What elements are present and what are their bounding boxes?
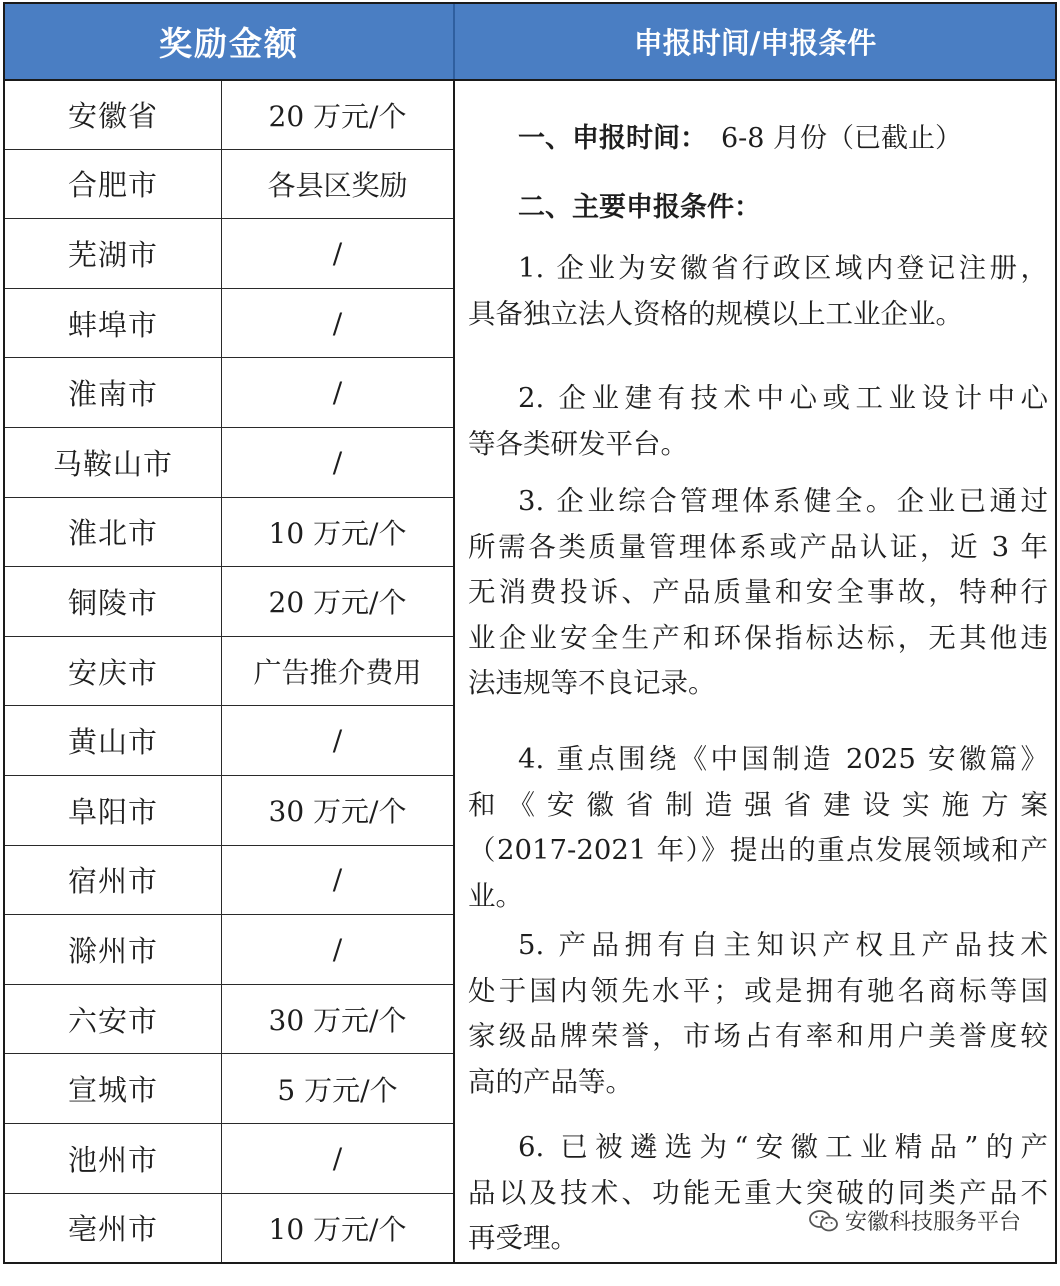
table-row	[5, 636, 453, 706]
table-row	[5, 984, 453, 1054]
reward-amount: 5 万元/个	[277, 1073, 398, 1107]
condition-4-line: （2017-2021 年）》提出的重点发展领域和产	[468, 834, 1048, 866]
city-name: 安庆市	[5, 637, 222, 706]
reward-amount: 10 万元/个	[268, 1212, 407, 1246]
condition-2-line: 等各类研发平台。	[468, 427, 688, 460]
table-row	[5, 1053, 453, 1123]
reward-table	[3, 2, 1057, 1264]
reward-amount: /	[332, 724, 343, 758]
table-row	[5, 149, 453, 219]
reward-amount: /	[332, 445, 343, 479]
table-row	[5, 1193, 453, 1263]
condition-2-line: 2. 企业建有技术中心或工业设计中心	[518, 382, 1048, 414]
reward-amount: 广告推介费用	[253, 656, 422, 690]
city-name: 淮北市	[5, 498, 222, 567]
table-row	[5, 288, 453, 358]
condition-3-line: 无消费投诉、产品质量和安全事故，特种行	[468, 576, 1048, 608]
condition-5-line: 5. 产品拥有自主知识产权且产品技术	[518, 929, 1048, 961]
condition-3-line: 所需各类质量管理体系或产品认证，近 3 年	[468, 530, 1048, 563]
reward-amount: /	[332, 863, 343, 897]
header-application-info: 申报时间/申报条件	[455, 4, 1055, 79]
condition-1-line: 具备独立法人资格的规模以上工业企业。	[468, 297, 963, 330]
city-name: 芜湖市	[5, 219, 222, 288]
watermark	[809, 1205, 1021, 1236]
reward-amount: /	[332, 306, 343, 340]
city-name: 滁州市	[5, 915, 222, 984]
city-name: 亳州市	[5, 1194, 222, 1263]
table-row	[5, 357, 453, 427]
city-name: 合肥市	[5, 150, 222, 219]
wechat-icon	[809, 1209, 839, 1233]
table-row	[5, 566, 453, 636]
condition-6-line: 6. 已被遴选为“安徽工业精品”的产	[518, 1131, 1048, 1163]
condition-3-line: 业企业安全生产和环保指标达标，无其他违	[468, 621, 1048, 654]
reward-amount: /	[332, 932, 343, 966]
reward-amount: 20 万元/个	[268, 586, 407, 620]
reward-amount: 各县区奖励	[267, 168, 408, 202]
city-name: 铜陵市	[5, 567, 222, 636]
city-name: 淮南市	[5, 358, 222, 427]
city-name: 蚌埠市	[5, 289, 222, 358]
condition-6-line: 再受理。	[468, 1222, 578, 1254]
condition-6-line: 品以及技术、功能无重大突破的同类产品不	[468, 1176, 1048, 1209]
city-name: 宿州市	[5, 846, 222, 915]
table-row	[5, 497, 453, 567]
condition-4-line: 和《安徽省制造强省建设实施方案	[468, 788, 1048, 821]
city-name: 安徽省	[5, 81, 222, 149]
conditions-heading: 二、主要申报条件：	[518, 192, 761, 223]
city-name: 池州市	[5, 1124, 222, 1193]
table-row	[5, 705, 453, 775]
condition-5-line: 家级品牌荣誉，市场占有率和用户美誉度较	[468, 1020, 1048, 1052]
table-row	[5, 79, 453, 149]
table-row	[5, 218, 453, 288]
condition-5-line: 处于国内领先水平；或是拥有驰名商标等国	[468, 974, 1048, 1007]
city-name: 阜阳市	[5, 776, 222, 845]
table-row	[5, 775, 453, 845]
application-time-value: 6-8 月份（已截止）	[721, 123, 963, 154]
city-name: 黄山市	[5, 706, 222, 775]
reward-amount: /	[332, 236, 343, 270]
condition-4-line: 业。	[468, 879, 523, 912]
table-row	[5, 1123, 453, 1193]
application-details	[455, 79, 1055, 1262]
header-reward-amount: 奖励金额	[5, 4, 453, 79]
condition-1-line: 1. 企业为安徽省行政区域内登记注册，	[518, 252, 1048, 284]
reward-amount: 30 万元/个	[268, 795, 407, 829]
condition-3-line: 3. 企业综合管理体系健全。企业已通过	[518, 485, 1048, 517]
application-time-label: 一、申报时间：	[518, 123, 707, 154]
reward-amount: 10 万元/个	[268, 516, 407, 550]
reward-amount: 30 万元/个	[268, 1004, 407, 1038]
table-row	[5, 845, 453, 915]
condition-3-line: 法违规等不良记录。	[468, 667, 716, 699]
city-name: 马鞍山市	[5, 428, 222, 497]
table-row	[5, 427, 453, 497]
reward-amount: /	[332, 376, 343, 410]
reward-amount: 20 万元/个	[268, 99, 407, 133]
application-time	[518, 125, 1060, 152]
condition-5-line: 高的产品等。	[468, 1065, 633, 1098]
city-name: 六安市	[5, 985, 222, 1054]
table-row	[5, 914, 453, 984]
condition-4-line: 4. 重点围绕《中国制造 2025 安徽篇》	[518, 743, 1048, 775]
watermark-text: 安徽科技服务平台	[844, 1210, 1021, 1235]
city-name: 宣城市	[5, 1054, 222, 1123]
reward-list	[5, 79, 453, 1262]
reward-amount: /	[332, 1141, 343, 1175]
